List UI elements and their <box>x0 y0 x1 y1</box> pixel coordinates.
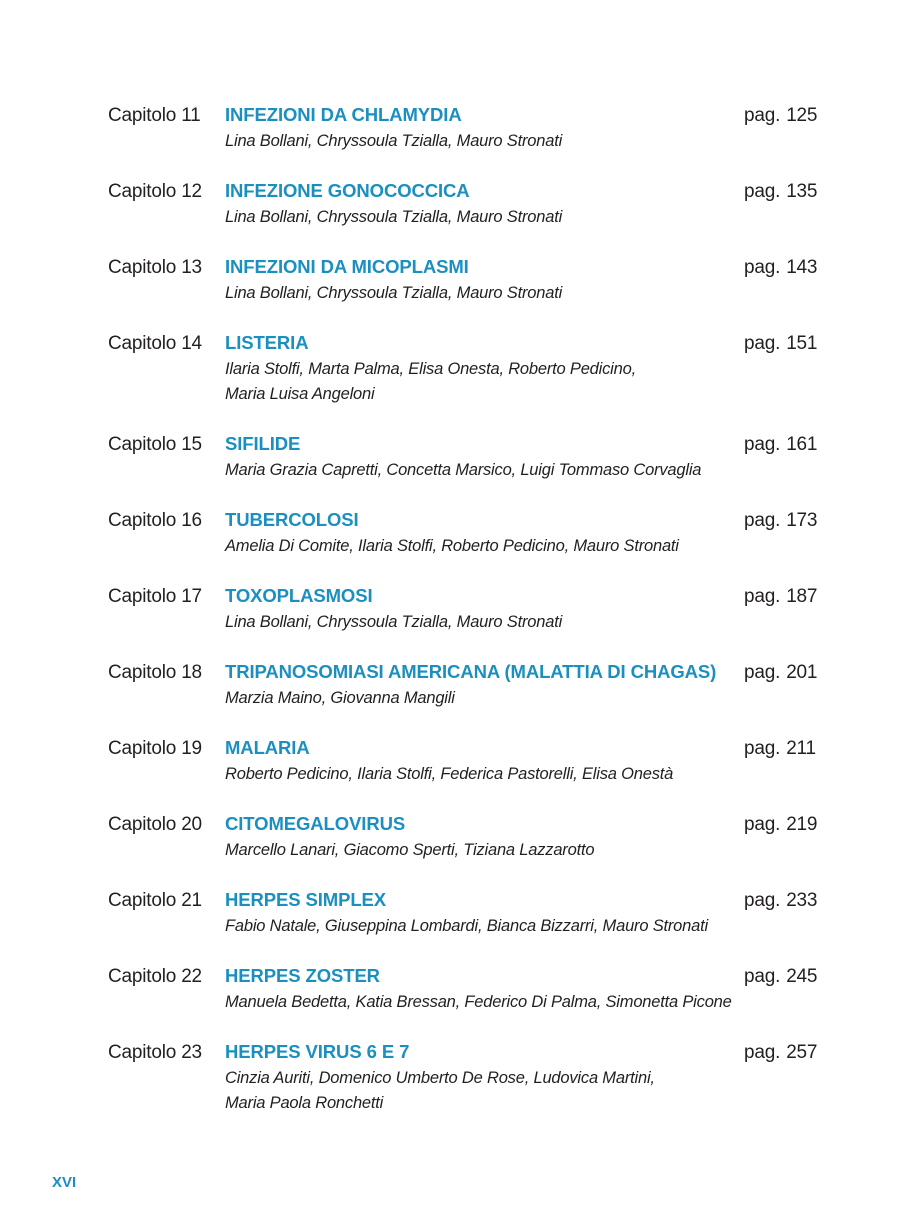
chapter-title[interactable]: TOXOPLASMOSI <box>225 585 373 606</box>
chapter-title[interactable]: INFEZIONI DA CHLAMYDIA <box>225 104 462 125</box>
toc-entry[interactable] <box>108 889 820 939</box>
chapter-number: Capitolo 20 <box>108 814 202 835</box>
toc-entry[interactable] <box>108 433 820 483</box>
page-number: 211 <box>786 738 816 759</box>
toc-entry-header <box>108 104 820 129</box>
toc-entry[interactable] <box>108 104 820 154</box>
toc-entry[interactable] <box>108 256 820 306</box>
chapter-number: Capitolo 17 <box>108 586 202 607</box>
chapter-number: Capitolo 13 <box>108 257 202 278</box>
page-reference <box>744 333 820 355</box>
page-reference <box>744 434 820 456</box>
toc-entry[interactable] <box>108 180 820 230</box>
page-reference <box>744 662 820 684</box>
toc-entry-header <box>108 813 820 838</box>
page-number: 219 <box>786 814 818 835</box>
toc-entry[interactable] <box>108 585 820 635</box>
toc-entry-header <box>108 1041 820 1066</box>
page-number-folio: XVI <box>52 1174 77 1191</box>
chapter-title[interactable]: HERPES SIMPLEX <box>225 889 387 910</box>
chapter-number: Capitolo 23 <box>108 1042 202 1063</box>
page-number: 135 <box>786 181 818 202</box>
chapter-number: Capitolo 18 <box>108 662 202 683</box>
chapter-title[interactable]: MALARIA <box>225 737 310 758</box>
toc-entry[interactable] <box>108 813 820 863</box>
chapter-title[interactable]: TRIPANOSOMIASI AMERICANA (MALATTIA DI CHAGAS) <box>225 661 717 682</box>
toc-entry[interactable] <box>108 332 820 407</box>
page-label: pag. <box>744 966 781 987</box>
chapter-title[interactable]: SIFILIDE <box>225 433 301 454</box>
toc-entry-header <box>108 180 820 205</box>
page-number: 125 <box>786 105 818 126</box>
toc-entry[interactable] <box>108 965 820 1015</box>
page-reference <box>744 586 820 608</box>
page-label: pag. <box>744 738 781 759</box>
toc-entry-header <box>108 332 820 357</box>
toc-entry-header <box>108 737 820 762</box>
chapter-authors: Lina Bollani, Chryssoula Tzialla, Mauro Stronati <box>225 208 563 226</box>
page-number: 233 <box>786 890 818 911</box>
toc-entry[interactable] <box>108 661 820 711</box>
chapter-authors: Roberto Pedicino, Ilaria Stolfi, Federica Pastorelli, Elisa Onestà <box>225 765 674 783</box>
chapter-authors: Lina Bollani, Chryssoula Tzialla, Mauro Stronati <box>225 613 563 631</box>
chapter-authors: Manuela Bedetta, Katia Bressan, Federico Di Palma, Simonetta Picone <box>225 993 732 1011</box>
page-reference <box>744 257 820 279</box>
page-number: 161 <box>786 434 818 455</box>
toc-entry-header <box>108 256 820 281</box>
chapter-authors: Maria Grazia Capretti, Concetta Marsico, Luigi Tommaso Corvaglia <box>225 461 702 479</box>
page-label: pag. <box>744 434 781 455</box>
page-number: 143 <box>786 257 818 278</box>
chapter-authors: Amelia Di Comite, Ilaria Stolfi, Roberto Pedicino, Mauro Stronati <box>225 537 679 555</box>
page-reference <box>744 890 820 912</box>
chapter-authors: Marzia Maino, Giovanna Mangili <box>225 689 455 707</box>
page-reference <box>744 966 820 988</box>
chapter-number: Capitolo 15 <box>108 434 202 455</box>
toc-entry-header <box>108 965 820 990</box>
page-label: pag. <box>744 890 781 911</box>
page-number: 201 <box>786 662 818 683</box>
toc-entry-header <box>108 509 820 534</box>
page-label: pag. <box>744 814 781 835</box>
toc-entry[interactable] <box>108 1041 820 1116</box>
page-reference <box>744 738 820 760</box>
table-of-contents <box>108 104 820 1142</box>
page-label: pag. <box>744 257 781 278</box>
chapter-authors: Maria Paola Ronchetti <box>225 1094 384 1112</box>
page-label: pag. <box>744 1042 781 1063</box>
chapter-title[interactable]: TUBERCOLOSI <box>225 509 359 530</box>
page-reference <box>744 510 820 532</box>
toc-entry-header <box>108 889 820 914</box>
toc-entry-header <box>108 585 820 610</box>
chapter-title[interactable]: HERPES VIRUS 6 E 7 <box>225 1041 410 1062</box>
page-label: pag. <box>744 586 781 607</box>
chapter-authors: Ilaria Stolfi, Marta Palma, Elisa Onesta, Roberto Pedicino, <box>225 360 636 378</box>
chapter-number: Capitolo 12 <box>108 181 202 202</box>
chapter-authors: Maria Luisa Angeloni <box>225 385 375 403</box>
page-reference <box>744 105 820 127</box>
chapter-authors: Fabio Natale, Giuseppina Lombardi, Bianca Bizzarri, Mauro Stronati <box>225 917 708 935</box>
toc-entry-header <box>108 661 820 686</box>
page-number: 245 <box>786 966 818 987</box>
page-reference <box>744 814 820 836</box>
chapter-title[interactable]: INFEZIONE GONOCOCCICA <box>225 180 470 201</box>
chapter-authors: Lina Bollani, Chryssoula Tzialla, Mauro Stronati <box>225 284 563 302</box>
chapter-title[interactable]: INFEZIONI DA MICOPLASMI <box>225 256 469 277</box>
chapter-number: Capitolo 11 <box>108 105 201 126</box>
chapter-number: Capitolo 19 <box>108 738 202 759</box>
chapter-title[interactable]: LISTERIA <box>225 332 309 353</box>
page-number: 257 <box>786 1042 818 1063</box>
page-label: pag. <box>744 333 781 354</box>
chapter-number: Capitolo 22 <box>108 966 202 987</box>
page-number: 187 <box>786 586 818 607</box>
toc-entry-header <box>108 433 820 458</box>
page-reference <box>744 181 820 203</box>
chapter-number: Capitolo 14 <box>108 333 202 354</box>
chapter-authors: Marcello Lanari, Giacomo Sperti, Tiziana Lazzarotto <box>225 841 595 859</box>
chapter-number: Capitolo 21 <box>108 890 202 911</box>
page-label: pag. <box>744 181 781 202</box>
page-label: pag. <box>744 662 781 683</box>
page-label: pag. <box>744 510 781 531</box>
page-number: 173 <box>786 510 818 531</box>
chapter-title[interactable]: CITOMEGALOVIRUS <box>225 813 406 834</box>
toc-entry[interactable] <box>108 509 820 559</box>
page-number: 151 <box>786 333 818 354</box>
chapter-authors: Lina Bollani, Chryssoula Tzialla, Mauro Stronati <box>225 132 563 150</box>
toc-entry[interactable] <box>108 737 820 787</box>
chapter-authors: Cinzia Auriti, Domenico Umberto De Rose, Ludovica Martini, <box>225 1069 655 1087</box>
chapter-title[interactable]: HERPES ZOSTER <box>225 965 380 986</box>
chapter-number: Capitolo 16 <box>108 510 202 531</box>
page-reference <box>744 1042 820 1064</box>
page-label: pag. <box>744 105 781 126</box>
